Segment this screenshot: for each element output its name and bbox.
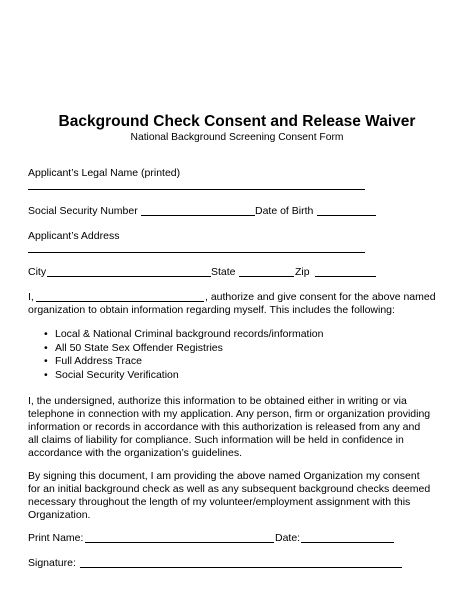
zip-label: Zip [295, 266, 310, 278]
address-field[interactable] [28, 252, 365, 253]
authorization-line1: , authorize and give consent for the above named [205, 291, 436, 303]
list-item: • Full Address Trace [44, 355, 142, 367]
form-title: Background Check Consent and Release Waiver [58, 113, 416, 130]
city-label: City [28, 266, 47, 278]
bullet-icon: • [44, 328, 48, 340]
signature-field[interactable] [80, 567, 402, 568]
bullet-icon: • [44, 368, 48, 381]
authorization-paragraph: I, the undersigned, authorize this information to be obtained either in writing or via telephone in connection with my application. Any person, firm or organization providing information or records in accordance with this authorization is released from any and all claims of liability for compliance. Such information will be held in confidence in accordance with the organization’s guidelines. [28, 395, 431, 459]
dob-field[interactable] [317, 215, 376, 216]
list-item: • Social Security Verification [44, 368, 179, 381]
legal-name-field[interactable] [28, 189, 365, 190]
print-name-field[interactable] [85, 542, 274, 543]
zip-field[interactable] [315, 276, 376, 277]
state-label: State [211, 266, 236, 278]
ssn-label: Social Security Number [28, 205, 138, 217]
list-item: • All 50 State Sex Offender Registries [44, 341, 223, 354]
bullet-icon: • [44, 355, 48, 367]
list-item: • Local & National Criminal background records/information [44, 328, 324, 340]
dob-label: Date of Birth [255, 205, 314, 217]
state-field[interactable] [239, 276, 294, 277]
authorizer-name-field[interactable] [36, 301, 204, 302]
bullet-icon: • [44, 341, 48, 354]
date-label: Date: [275, 532, 301, 544]
city-field[interactable] [47, 276, 211, 277]
ssn-field[interactable] [141, 215, 255, 216]
form-subtitle: National Background Screening Consent Form [130, 132, 344, 143]
authorization-prefix: I, [28, 291, 34, 303]
signature-label: Signature: [28, 557, 76, 569]
included-checks-list [44, 328, 323, 382]
address-label: Applicant’s Address [28, 230, 120, 242]
print-name-label: Print Name: [28, 532, 84, 544]
authorization-line2: organization to obtain information regarding myself. This includes the following: [28, 304, 395, 316]
date-field[interactable] [301, 542, 394, 543]
legal-name-label: Applicant’s Legal Name (printed) [28, 167, 181, 179]
consent-paragraph: By signing this document, I am providing the above named Organization my consent for an initial background check as well as any subsequent background checks deemed necessary throughout the length of my volunteer/employment assignment with this Organization. [28, 470, 431, 521]
